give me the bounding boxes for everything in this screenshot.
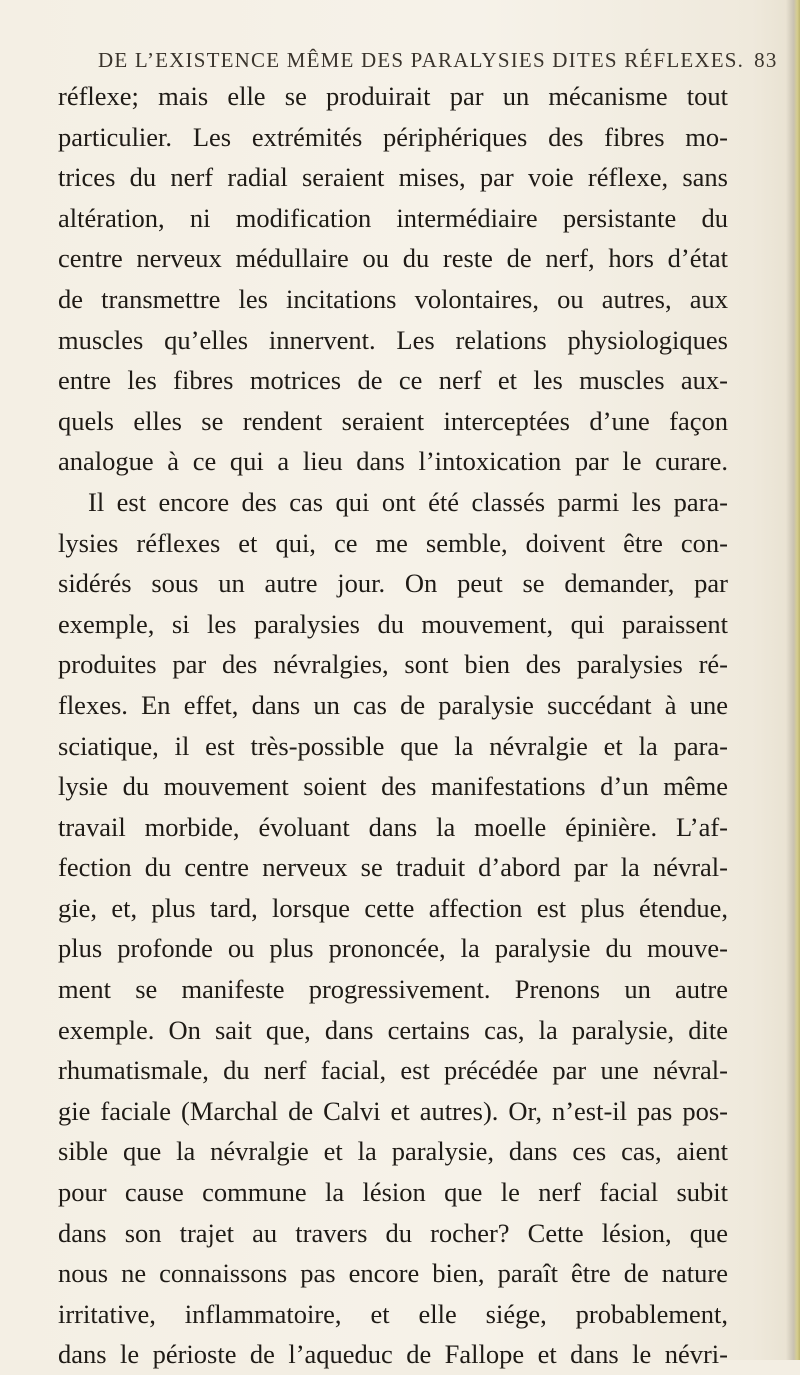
text-line: exemple. On sait que, dans certains cas, la paralysie, dite — [58, 1014, 728, 1045]
text-line: exemple, si les paralysies du mouvement, qui paraissent — [58, 608, 728, 639]
text-line: réflexe; mais elle se produirait par un mécanisme tout — [58, 81, 728, 111]
text-line: muscles qu’elles innervent. Les relations physiologiques — [58, 324, 728, 355]
text-line-paragraph-start: Il est encore des cas qui ont été classés parmi les para- — [88, 486, 728, 517]
text-line: lysie du mouvement soient des manifestations d’un même — [58, 771, 728, 802]
text-line: produites par des névralgies, sont bien des paralysies ré- — [58, 649, 728, 680]
running-title: DE L’EXISTENCE MÊME DES PARALYSIES DITES RÉFLEXES. — [98, 48, 745, 72]
text-line: pour cause commune la lésion que le nerf facial subit — [58, 1177, 728, 1208]
text-line: analogue à ce qui a lieu dans l’intoxication par le curare. — [58, 446, 728, 477]
text-line: particulier. Les extrémités périphériques des fibres mo- — [58, 121, 728, 152]
text-line: dans son trajet au travers du rocher? Cette lésion, que — [58, 1217, 728, 1248]
text-line: sciatique, il est très-possible que la névralgie et la para- — [58, 730, 728, 761]
text-line: irritative, inflammatoire, et elle siége, probablement, — [58, 1298, 728, 1329]
text-line: trices du nerf radial seraient mises, par voie réflexe, sans — [58, 162, 728, 193]
text-line: centre nerveux médullaire ou du reste de nerf, hors d’état — [58, 243, 728, 274]
text-line: gie, et, plus tard, lorsque cette affection est plus étendue, — [58, 892, 728, 923]
text-line: plus profonde ou plus prononcée, la paralysie du mouve- — [58, 933, 728, 964]
page-edge-shadow — [786, 0, 800, 1360]
text-line: entre les fibres motrices de ce nerf et les muscles aux- — [58, 365, 728, 396]
text-line: fection du centre nerveux se traduit d’abord par la névral- — [58, 852, 728, 883]
text-line: quels elles se rendent seraient interceptées d’une façon — [58, 405, 728, 436]
text-line: flexes. En effet, dans un cas de paralysie succédant à une — [58, 689, 728, 720]
body-text — [58, 76, 728, 1375]
text-line: sible que la névralgie et la paralysie, dans ces cas, aient — [58, 1136, 728, 1167]
text-line: rhumatismale, du nerf facial, est précédée par une névral- — [58, 1055, 728, 1086]
page-number: 83 — [754, 48, 778, 72]
text-line: lysies réflexes et qui, ce me semble, doivent être con- — [58, 527, 728, 558]
text-line: de transmettre les incitations volontaires, ou autres, aux — [58, 283, 728, 314]
text-line: sidérés sous un autre jour. On peut se demander, par — [58, 568, 728, 599]
text-line: travail morbide, évoluant dans la moelle épinière. L’af- — [58, 811, 728, 842]
text-line: dans le périoste de l’aqueduc de Fallope et dans le névri- — [58, 1339, 728, 1370]
text-line: gie faciale (Marchal de Calvi et autres). Or, n’est-il pas pos- — [58, 1095, 728, 1126]
text-line: altération, ni modification intermédiaire persistante du — [58, 202, 728, 233]
text-line: ment se manifeste progressivement. Prenons un autre — [58, 974, 728, 1005]
text-line: nous ne connaissons pas encore bien, paraît être de nature — [58, 1258, 728, 1289]
running-head — [98, 48, 778, 73]
